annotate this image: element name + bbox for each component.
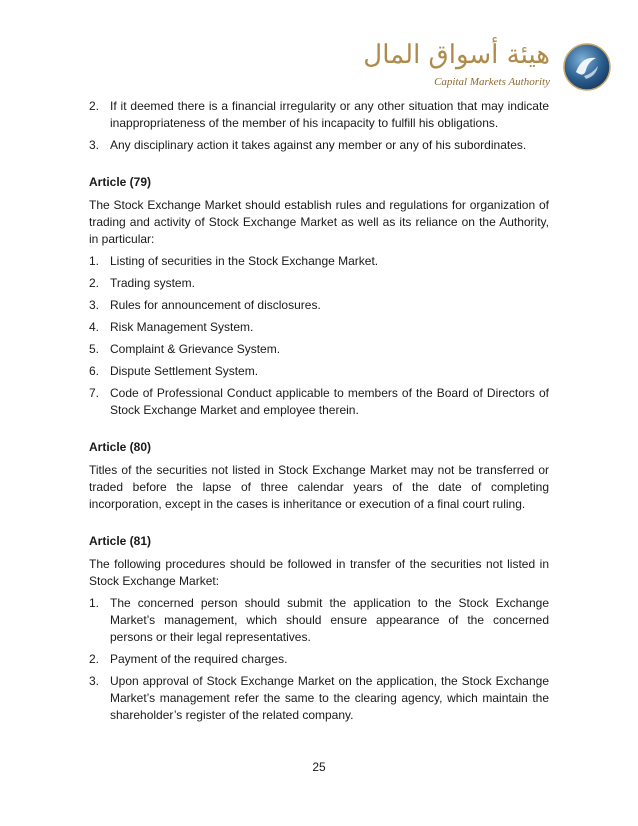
list-item (89, 275, 549, 292)
page-number: 25 (312, 760, 326, 774)
item-number: 1. (89, 254, 100, 268)
list-item (89, 385, 549, 419)
document-body (89, 98, 549, 729)
list-item (89, 137, 549, 154)
item-number: 3. (89, 138, 100, 152)
item-number: 2. (89, 99, 100, 113)
list-item (89, 341, 549, 358)
article-81-paragraph: The following procedures should be followed in transfer of the securities not listed in Stock Exchange Market: (89, 557, 549, 588)
cma-logo (363, 40, 616, 98)
item-number: 5. (89, 342, 100, 356)
item-text: Listing of securities in the Stock Exchange Market. (110, 254, 379, 268)
list-item (89, 651, 549, 668)
item-number: 2. (89, 276, 100, 290)
article-81-heading: Article (81) (89, 534, 152, 548)
list-item (89, 673, 549, 724)
item-number: 4. (89, 320, 100, 334)
item-text: Upon approval of Stock Exchange Market on the application, the Stock Exchange Market’s management refer the same to the clearing agency, which maintain the shareholder’s register of the related company. (110, 674, 549, 722)
item-text: If it deemed there is a financial irregularity or any other situation that may indicate inappropriateness of the member of his incapacity to fulfill his obligations. (110, 99, 549, 130)
item-text: Payment of the required charges. (110, 652, 288, 666)
item-text: Any disciplinary action it takes against any member or any of his subordinates. (110, 138, 527, 152)
logo-arabic-text: هيئة أسواق المال (363, 40, 550, 70)
item-number: 1. (89, 596, 100, 610)
item-text: Complaint & Grievance System. (110, 342, 281, 356)
list-item (89, 595, 549, 646)
list-item (89, 297, 549, 314)
item-number: 2. (89, 652, 100, 666)
list-item (89, 363, 549, 380)
item-text: Trading system. (110, 276, 195, 290)
article-79-paragraph: The Stock Exchange Market should establish rules and regulations for organization of trading and activity of Stock Exchange Market as well as its reliance on the Authority, in particular: (89, 198, 549, 246)
list-item (89, 253, 549, 270)
article-79-heading: Article (79) (89, 175, 152, 189)
cma-emblem-icon (562, 42, 612, 92)
item-text: Risk Management System. (110, 320, 254, 334)
item-number: 6. (89, 364, 100, 378)
item-number: 3. (89, 674, 100, 688)
list-item (89, 98, 549, 132)
item-text: Dispute Settlement System. (110, 364, 259, 378)
article-80-paragraph: Titles of the securities not listed in Stock Exchange Market may not be transferred or traded before the lapse of three calendar years of the date of completing incorporation, except in the cases is inheritance or execution of a final court ruling. (89, 463, 549, 511)
article-80-heading: Article (80) (89, 440, 152, 454)
item-text: Rules for announcement of disclosures. (110, 298, 321, 312)
list-item (89, 319, 549, 336)
item-text: The concerned person should submit the application to the Stock Exchange Market’s management, which should ensure appearance of the concerned persons or their legal representatives. (110, 596, 549, 644)
logo-english-text: Capital Markets Authority (434, 76, 550, 88)
item-number: 7. (89, 386, 100, 400)
item-number: 3. (89, 298, 100, 312)
item-text: Code of Professional Conduct applicable to members of the Board of Directors of Stock Exchange Market and employee therein. (110, 386, 549, 417)
